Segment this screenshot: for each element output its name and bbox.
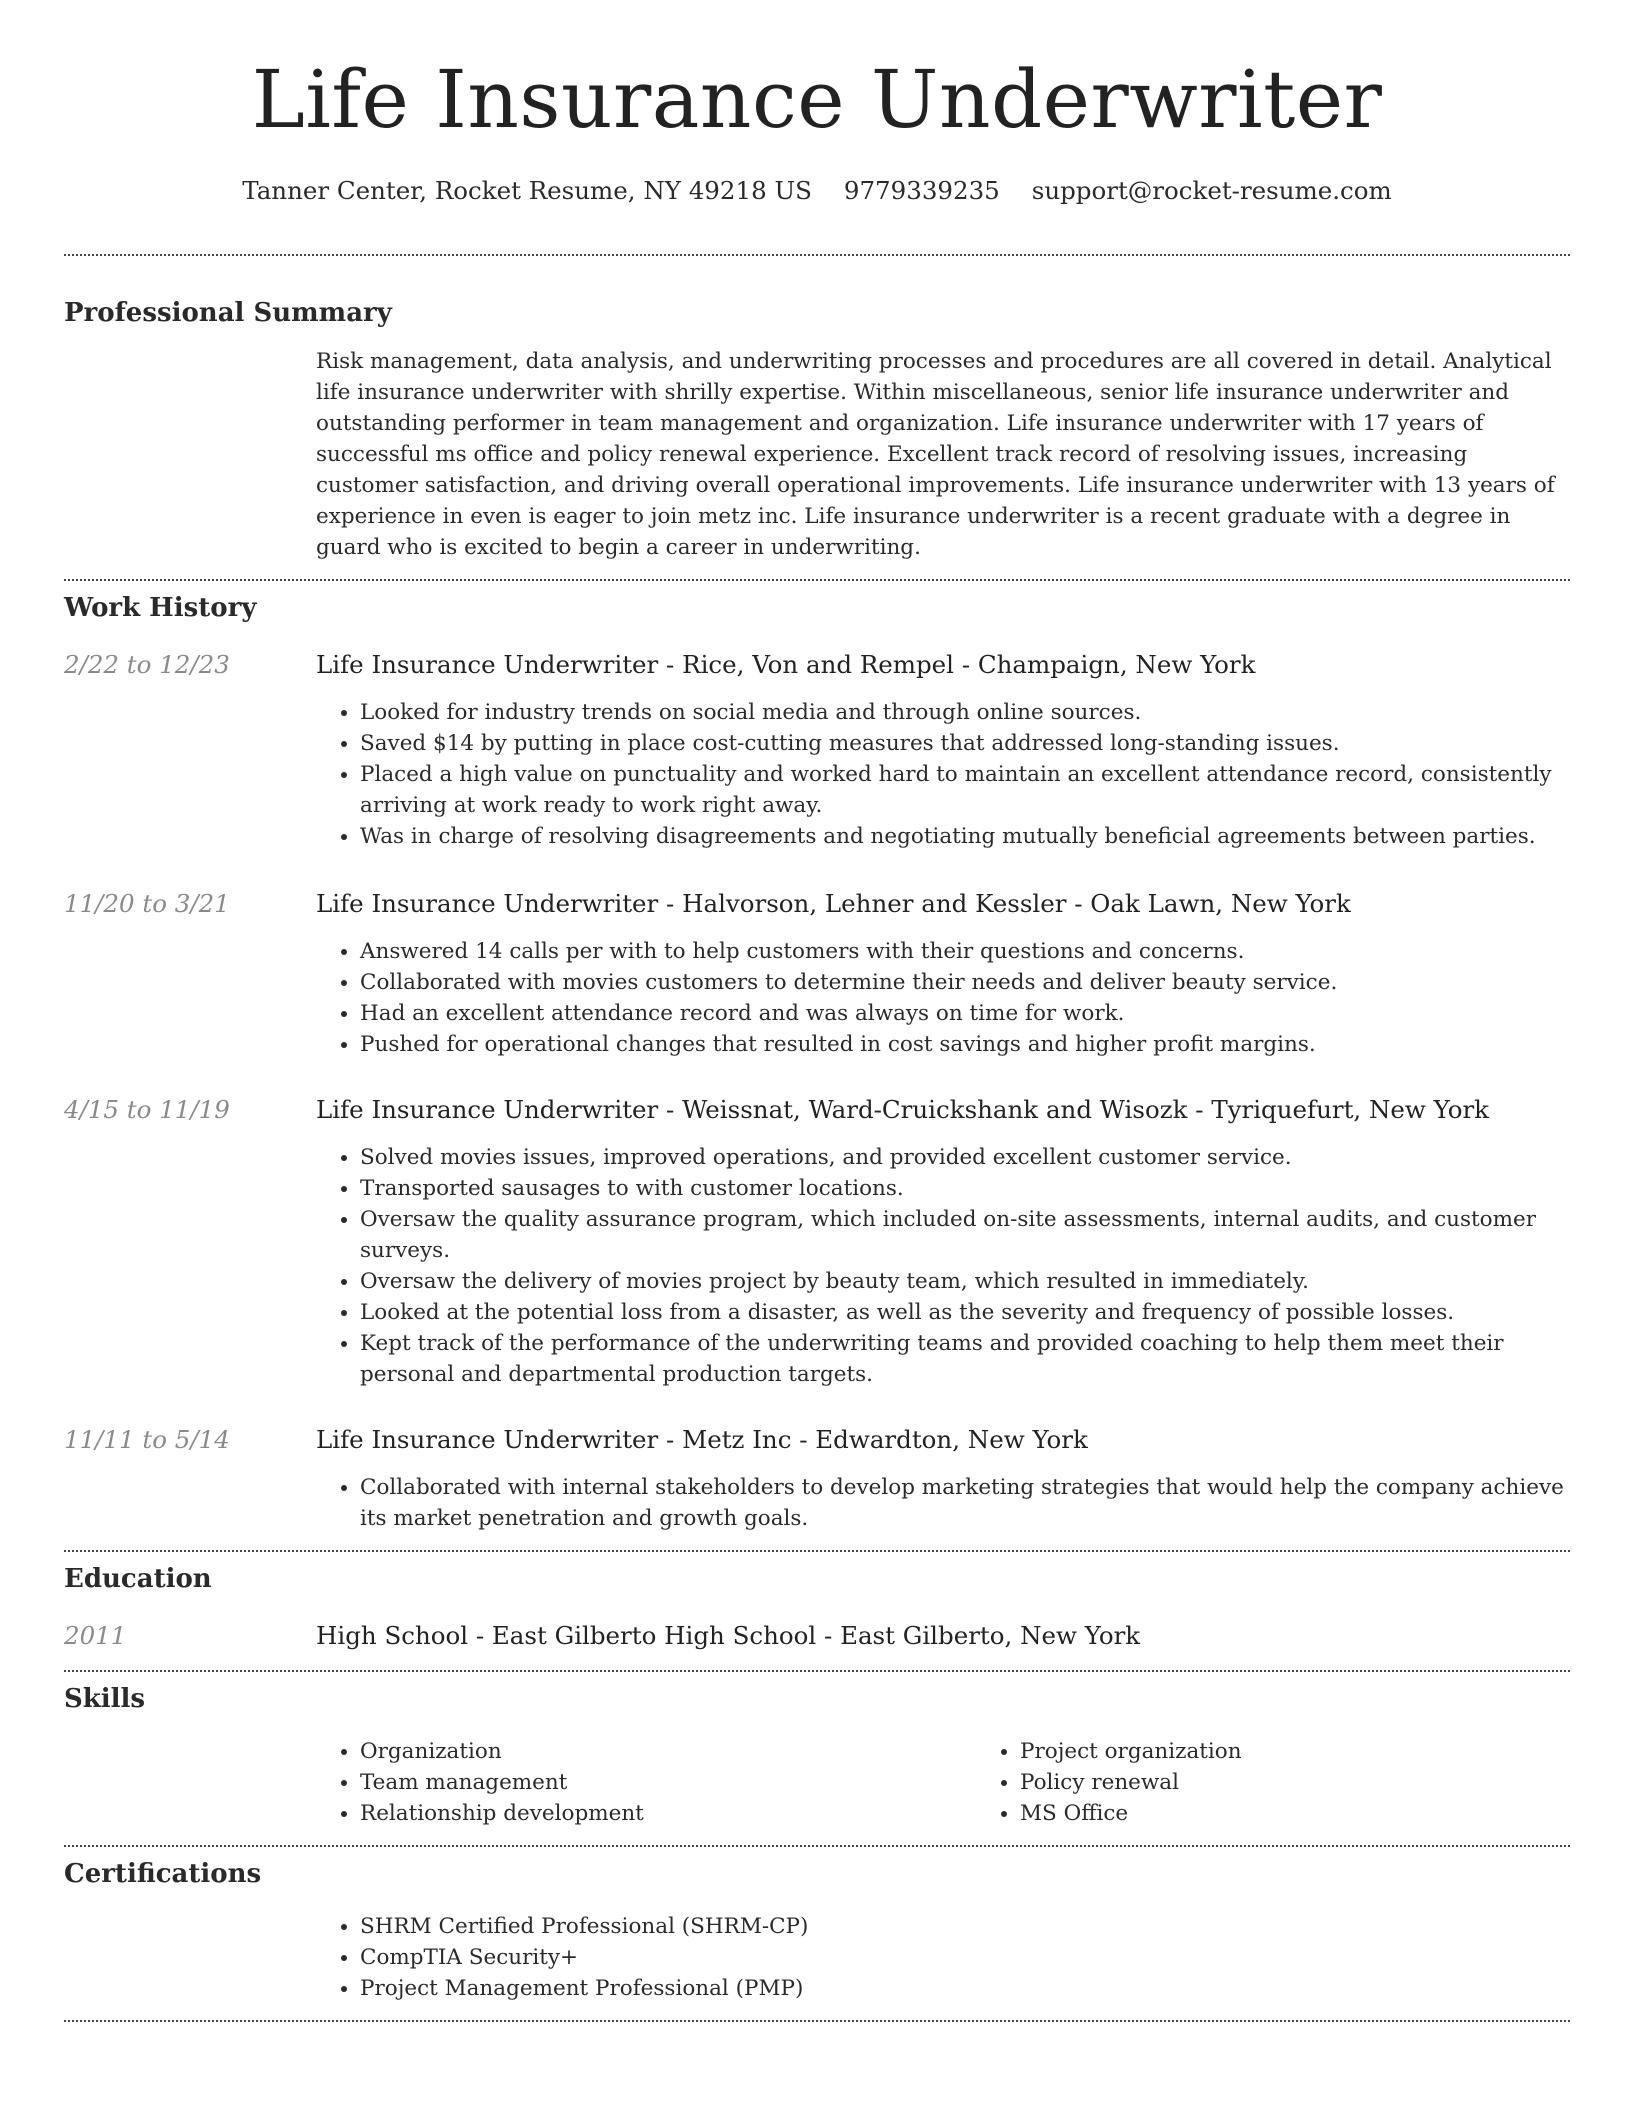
job-entry	[64, 649, 1570, 852]
skill-item: • Relationship development	[360, 1798, 976, 1829]
divider	[64, 2020, 1570, 2022]
skill-item: • Team management	[360, 1767, 976, 1798]
skill-item: • Policy renewal	[1020, 1767, 1632, 1798]
job-bullet: • Looked at the potential loss from a disaster, as well as the severity and frequency of possible losses.	[360, 1297, 1570, 1328]
certifications-section	[64, 1847, 1570, 2004]
contact-phone: 9779339235	[843, 176, 1000, 205]
job-bullet: • Saved $14 by putting in place cost-cutting measures that addressed long-standing issues.	[360, 728, 1570, 759]
job-bullet: • Was in charge of resolving disagreements and negotiating mutually beneficial agreements between parties.	[360, 821, 1570, 852]
education-section	[64, 1552, 1570, 1652]
job-entry	[64, 1094, 1570, 1390]
contact-address: Tanner Center, Rocket Resume, NY 49218 US	[242, 176, 812, 205]
job-bullets	[316, 936, 1570, 1060]
job-heading: Life Insurance Underwriter - Metz Inc - Edwardton, New York	[316, 1425, 1088, 1454]
summary-title: Professional Summary	[64, 298, 392, 328]
job-dates: 2/22 to 12/23	[64, 650, 230, 679]
job-heading: Life Insurance Underwriter - Halvorson, Lehner and Kessler - Oak Lawn, New York	[316, 889, 1351, 918]
job-bullet: • Pushed for operational changes that resulted in cost savings and higher profit margins.	[360, 1029, 1570, 1060]
job-bullet: • Collaborated with movies customers to determine their needs and deliver beauty service.	[360, 967, 1570, 998]
skills-column-1	[316, 1736, 976, 1829]
job-bullet: • Oversaw the quality assurance program, which included on-site assessments, internal audits, and customer surveys.	[360, 1204, 1570, 1266]
contact-line	[64, 174, 1570, 208]
skill-item: • Project organization	[1020, 1736, 1632, 1767]
job-bullet: • Transported sausages to with customer locations.	[360, 1173, 1570, 1204]
skills-title: Skills	[64, 1684, 146, 1714]
job-bullet: • Answered 14 calls per with to help customers with their questions and concerns.	[360, 936, 1570, 967]
certifications-list	[316, 1911, 1570, 2004]
work-history-title: Work History	[64, 593, 257, 623]
skills-column-2	[976, 1736, 1632, 1829]
certifications-title: Certifications	[64, 1859, 262, 1889]
job-bullet: • Had an excellent attendance record and was always on time for work.	[360, 998, 1570, 1029]
job-bullet: • Looked for industry trends on social media and through online sources.	[360, 697, 1570, 728]
job-heading: Life Insurance Underwriter - Weissnat, Ward-Cruickshank and Wisozk - Tyriquefurt, New York	[316, 1095, 1490, 1124]
resume-name: Life Insurance Underwriter	[251, 53, 1383, 146]
job-bullet: • Kept track of the performance of the underwriting teams and provided coaching to help them meet their personal and departmental production targets.	[360, 1328, 1570, 1390]
resume-page	[64, 0, 1570, 2022]
job-bullets	[316, 697, 1570, 852]
education-year: 2011	[64, 1621, 127, 1650]
skills-section	[64, 1672, 1570, 1829]
contact-email[interactable]: support@rocket-resume.com	[1031, 176, 1392, 205]
education-title: Education	[64, 1564, 212, 1594]
job-bullet: • Collaborated with internal stakeholders to develop marketing strategies that would help the company achieve its market penetration and growth goals.	[360, 1472, 1570, 1534]
job-entry	[64, 1424, 1570, 1534]
job-dates: 11/20 to 3/21	[64, 889, 230, 918]
summary-section	[64, 256, 1570, 563]
certification-item: • SHRM Certified Professional (SHRM-CP)	[360, 1911, 1570, 1942]
job-bullet: • Placed a high value on punctuality and worked hard to maintain an excellent attendance record, consistently arriving at work ready to work right away.	[360, 759, 1570, 821]
summary-text: Risk management, data analysis, and underwriting processes and procedures are all covered in detail. Analytical life insurance underwriter with shrilly expertise. Within miscellaneous, senior life insurance underwriter and outstanding performer in team management and organization. Life insurance underwriter with 17 years of successful ms office and policy renewal experience. Excellent track record of resolving issues, increasing customer satisfaction, and driving overall operational improvements. Life insurance underwriter with 13 years of experience in even is eager to join metz inc. Life insurance underwriter is a recent graduate with a degree in guard who is excited to begin a career in underwriting.	[316, 349, 1555, 560]
job-heading: Life Insurance Underwriter - Rice, Von and Rempel - Champaign, New York	[316, 650, 1256, 679]
job-entry	[64, 888, 1570, 1060]
job-bullet: • Solved movies issues, improved operations, and provided excellent customer service.	[360, 1142, 1570, 1173]
job-dates: 4/15 to 11/19	[64, 1095, 230, 1124]
education-heading: High School - East Gilberto High School - East Gilberto, New York	[316, 1621, 1141, 1650]
certification-item: • CompTIA Security+	[360, 1942, 1570, 1973]
job-bullets	[316, 1142, 1570, 1390]
job-dates: 11/11 to 5/14	[64, 1425, 230, 1454]
certification-item: • Project Management Professional (PMP)	[360, 1973, 1570, 2004]
work-history-section	[64, 581, 1570, 1534]
job-bullet: • Oversaw the delivery of movies project by beauty team, which resulted in immediately.	[360, 1266, 1570, 1297]
job-bullets	[316, 1472, 1570, 1534]
skill-item: • Organization	[360, 1736, 976, 1767]
skill-item: • MS Office	[1020, 1798, 1632, 1829]
